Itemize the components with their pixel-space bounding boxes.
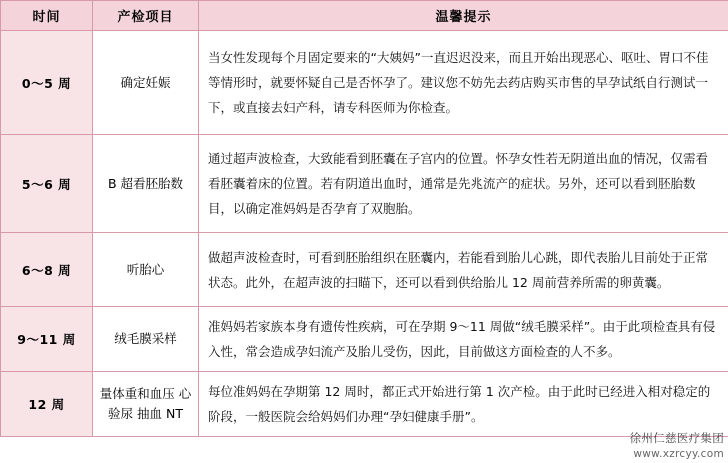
footer-brand: 徐州仁慈医疗集团: [629, 431, 724, 446]
cell-item: 绒毛膜采样: [93, 307, 199, 372]
table-row: [1, 307, 728, 372]
table-row: [1, 135, 728, 233]
column-header-tip: 温馨提示: [199, 1, 728, 31]
cell-tip: 每位准妈妈在孕期第 12 周时，都正式开始进行第 1 次产检。由于此时已经进入相对稳定的阶段，一般医院会给妈妈们办理“孕妇健康手册”。: [199, 372, 728, 437]
table-row: [1, 233, 728, 307]
cell-tip: 当女性发现每个月固定要来的“大姨妈”一直迟迟没来，而且开始出现恶心、呕吐、胃口不佳等情形时，就要怀疑自己是否怀孕了。建议您不妨先去药店购买市售的早孕试纸自行测试一下，或直接去妇产科，请专科医师为你检查。: [199, 31, 728, 135]
cell-item: 量体重和血压 心 验尿 抽血 NT: [93, 372, 199, 437]
cell-tip: 通过超声波检查，大致能看到胚囊在子宫内的位置。怀孕女性若无阴道出血的情况，仅需看看胚囊着床的位置。若有阴道出血时，通常是先兆流产的症状。另外，还可以看到胚胎数目，以确定准妈妈是否孕育了双胞胎。: [199, 135, 728, 233]
column-header-item: 产检项目: [93, 1, 199, 31]
footer-credit: [630, 431, 724, 461]
column-header-time: 时间: [1, 1, 93, 31]
cell-item: B 超看胚胎数: [93, 135, 199, 233]
table-body: [1, 31, 728, 437]
cell-item: 确定妊娠: [93, 31, 199, 135]
cell-time: 6～8 周: [1, 233, 93, 307]
cell-time: 9～11 周: [1, 307, 93, 372]
table-header: [1, 1, 728, 31]
cell-tip: 做超声波检查时，可看到胚胎组织在胚囊内，若能看到胎儿心跳，即代表胎儿目前处于正常状态。此外，在超声波的扫瞄下，还可以看到供给胎儿 12 周前营养所需的卵黄囊。: [199, 233, 728, 307]
table-row: [1, 31, 728, 135]
cell-time: 0～5 周: [1, 31, 93, 135]
footer-url: www.xzrcyy.com: [633, 447, 724, 460]
cell-item: 听胎心: [93, 233, 199, 307]
cell-time: 12 周: [1, 372, 93, 437]
table-header-row: [1, 1, 728, 31]
cell-tip: 准妈妈若家族本身有遗传性疾病，可在孕期 9～11 周做“绒毛膜采样”。由于此项检查具有侵入性，常会造成孕妇流产及胎儿受伤，因此，目前做这方面检查的人不多。: [199, 307, 728, 372]
table-row: [1, 372, 728, 437]
cell-time: 5～6 周: [1, 135, 93, 233]
